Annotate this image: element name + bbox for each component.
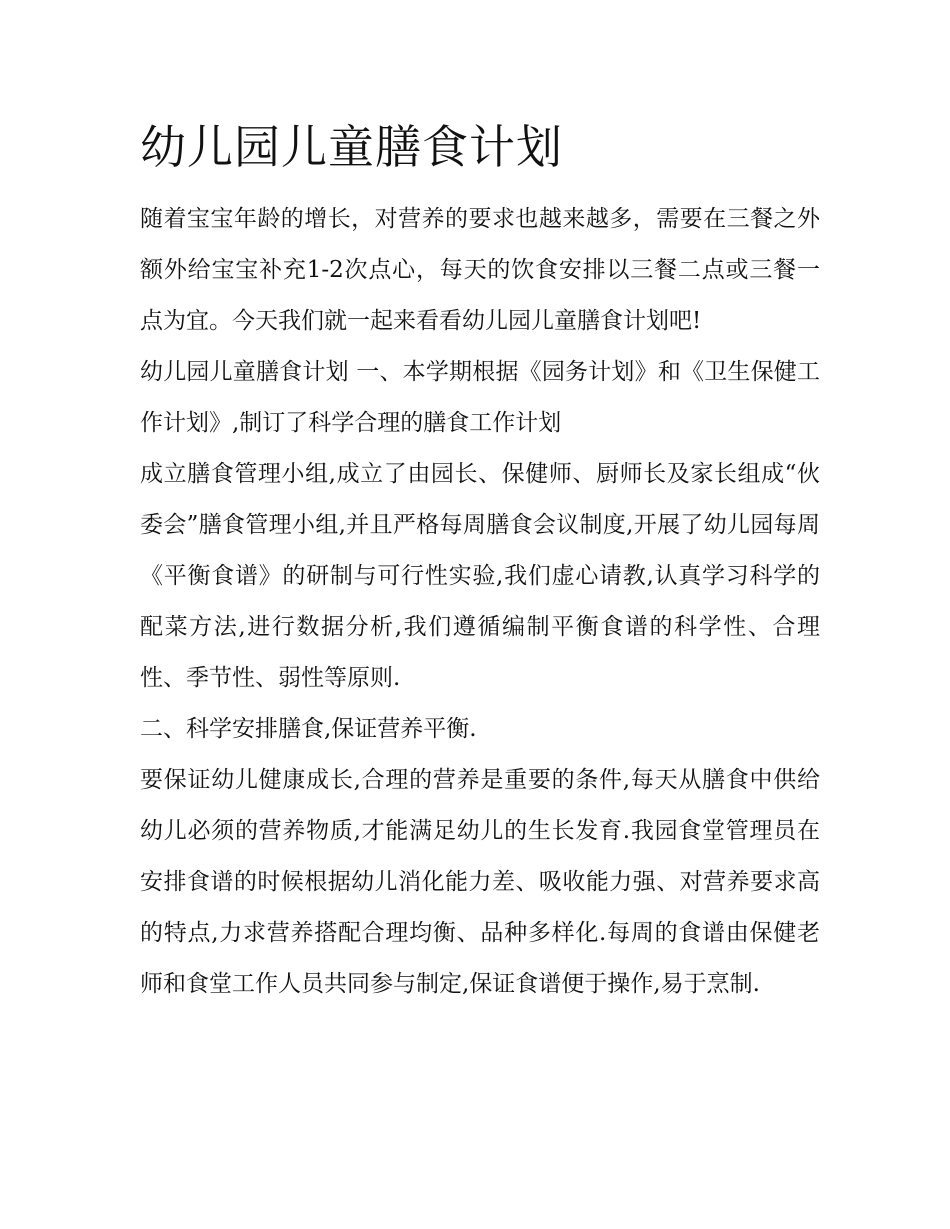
paragraph-management-group: 成立膳食管理小组,成立了由园长、保健师、厨师长及家长组成“伙委会”膳食管理小组,并且严格每周膳食会议制度,开展了幼儿园每周《平衡食谱》的研制与可行性实验,我们虚心请教,认真学习科学的配菜方法,进行数据分析,我们遵循编制平衡食谱的科学性、合理性、季节性、弱性等原则. xyxy=(140,461,820,691)
paragraph-intro: 随着宝宝年龄的增长，对营养的要求也越来越多，需要在三餐之外额外给宝宝补充1-2次点心，每天的饮食安排以三餐二点或三餐一点为宜。今天我们就一起来看看幼儿园儿童膳食计划吧! xyxy=(140,206,820,334)
document-body xyxy=(140,112,820,1010)
paragraph-section-two-heading: 二、科学安排膳食,保证营养平衡. xyxy=(140,716,477,742)
paragraph-nutrition: 要保证幼儿健康成长,合理的营养是重要的条件,每天从膳食中供给幼儿必须的营养物质,才能满足幼儿的生长发育.我园食堂管理员在安排食谱的时候根据幼儿消化能力差、吸收能力强、对营养要求高的特点,力求营养搭配合理均衡、品种多样化.每周的食谱由保健老师和食堂工作人员共同参与制定,保证食谱便于操作,易于烹制. xyxy=(140,767,820,997)
paragraph-section-one: 幼儿园儿童膳食计划 一、本学期根据《园务计划》和《卫生保健工作计划》,制订了科学合理的膳食工作计划 xyxy=(140,359,820,436)
document-title: 幼儿园儿童膳食计划 xyxy=(140,120,563,174)
